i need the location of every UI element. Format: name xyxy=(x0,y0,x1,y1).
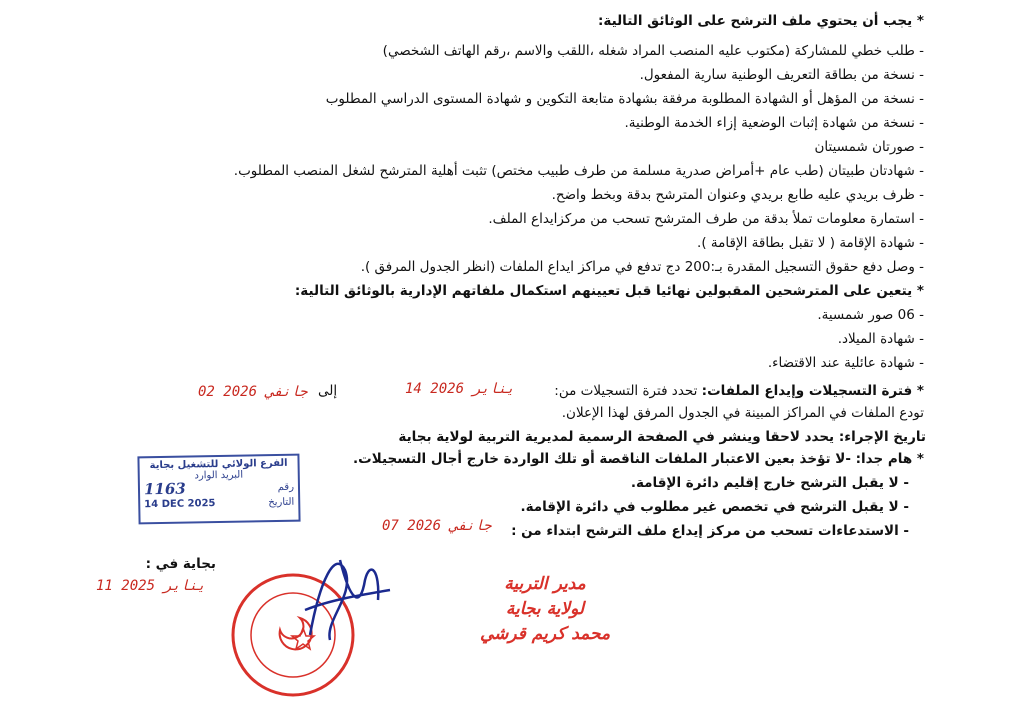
list-item: - شهادة الميلاد. xyxy=(837,331,924,347)
list-item: - وصل دفع حقوق التسجيل المقدرة بـ:200 دج تدفع في مراكز ايداع الملفات (انظر الجدول المرفق ). xyxy=(360,259,924,275)
list-item: - نسخة من المؤهل أو الشهادة المطلوبة مرفقة بشهادة متابعة التكوين و شهادة المستوى الدراسي المطلوب xyxy=(325,91,924,107)
signature-place: بجاية في : xyxy=(145,556,216,572)
list-item: - شهادة الإقامة ( لا تقبل بطاقة الإقامة ). xyxy=(697,235,924,251)
registration-date-from: 14 يناير 2026 xyxy=(405,381,515,397)
signature-icon xyxy=(290,540,400,650)
section-required-title: * يجب أن يحتوي ملف الترشح على الوثائق التالية: xyxy=(598,13,924,29)
stamp-date-label: التاريخ xyxy=(268,496,295,509)
list-item: - طلب خطي للمشاركة (مكتوب عليه المنصب المراد شغله ،اللقب والاسم ،رقم الهاتف الشخصي) xyxy=(382,43,924,59)
list-item: - نسخة من بطاقة التعريف الوطنية سارية المفعول. xyxy=(639,67,924,83)
registration-between: إلى xyxy=(318,383,338,399)
registration-label: * فترة التسجيلات وإيداع الملفات: xyxy=(701,383,924,399)
list-item: - شهادتان طبيتان (طب عام +أمراض صدرية مسلمة من طرف طبيب مختص) تثبت أهلية المترشح لشغل المنصب المطلوب. xyxy=(233,163,924,179)
list-item: - استمارة معلومات تملأ بدقة من طرف المترشح تسحب من مركزايداع الملف. xyxy=(488,211,924,227)
reception-stamp xyxy=(137,454,300,525)
stamp-number: 1163 xyxy=(143,479,186,499)
director-title-line2: لولاية بجاية xyxy=(505,599,585,619)
director-stamp xyxy=(470,572,620,647)
stamp-number-label: رقم xyxy=(277,481,295,493)
important-title: * هام جدا: -لا تؤخذ بعين الاعتبار الملفات الناقصة أو تلك الواردة خارج أجال التسجيلات. xyxy=(353,451,924,467)
signature-date: 11 يناير 2025 xyxy=(96,578,206,594)
director-name: محمد كريم قرشي xyxy=(479,624,611,644)
procedure-label: تاريخ الإجراء: xyxy=(838,429,926,445)
director-title-line1: مدير التربية xyxy=(504,574,586,594)
registration-date-to: 02 جانفي 2026 xyxy=(198,384,308,400)
procedure-line xyxy=(398,428,926,446)
list-item: - لا يقبل الترشح في تخصص غير مطلوب في دائرة الإقامة. xyxy=(520,499,909,515)
stamp-header: الفرع الولائي للتشغيل بجاية xyxy=(149,457,288,472)
summons-date: 07 جانفي 2026 xyxy=(382,518,492,534)
registration-deposit: تودع الملفات في المراكز المبينة في الجدول المرفق لهذا الإعلان. xyxy=(561,405,924,421)
stamp-date: 14 DEC 2025 xyxy=(144,498,216,511)
registration-line xyxy=(554,382,924,400)
stamp-line2: البريد الوارد xyxy=(194,469,244,482)
list-item: - شهادة عائلية عند الاقتضاء. xyxy=(767,355,924,371)
list-item: - نسخة من شهادة إثبات الوضعية إزاء الخدمة الوطنية. xyxy=(624,115,924,131)
list-item: - صورتان شمسيتان xyxy=(814,139,924,155)
section-accepted-title: * يتعين على المترشحين المقبولين نهائيا قبل تعيينهم استكمال ملفاتهم الإدارية بالوثائق التالية: xyxy=(294,283,924,299)
list-item: - الاستدعاءات تسحب من مركز إيداع ملف الترشح ابتداء من : xyxy=(511,523,909,539)
signature-scribble xyxy=(290,540,400,650)
registration-text: تحدد فترة التسجيلات من: xyxy=(554,383,702,399)
procedure-text: يحدد لاحقا وينشر في الصفحة الرسمية لمديرية التربية لولاية بجاية xyxy=(398,429,839,445)
list-item: - ظرف بريدي عليه طابع بريدي وعنوان المترشح بدقة وبخط واضح. xyxy=(551,187,924,203)
list-item: - لا يقبل الترشح خارج إقليم دائرة الإقامة. xyxy=(630,475,909,491)
list-item: - 06 صور شمسية. xyxy=(817,307,924,323)
